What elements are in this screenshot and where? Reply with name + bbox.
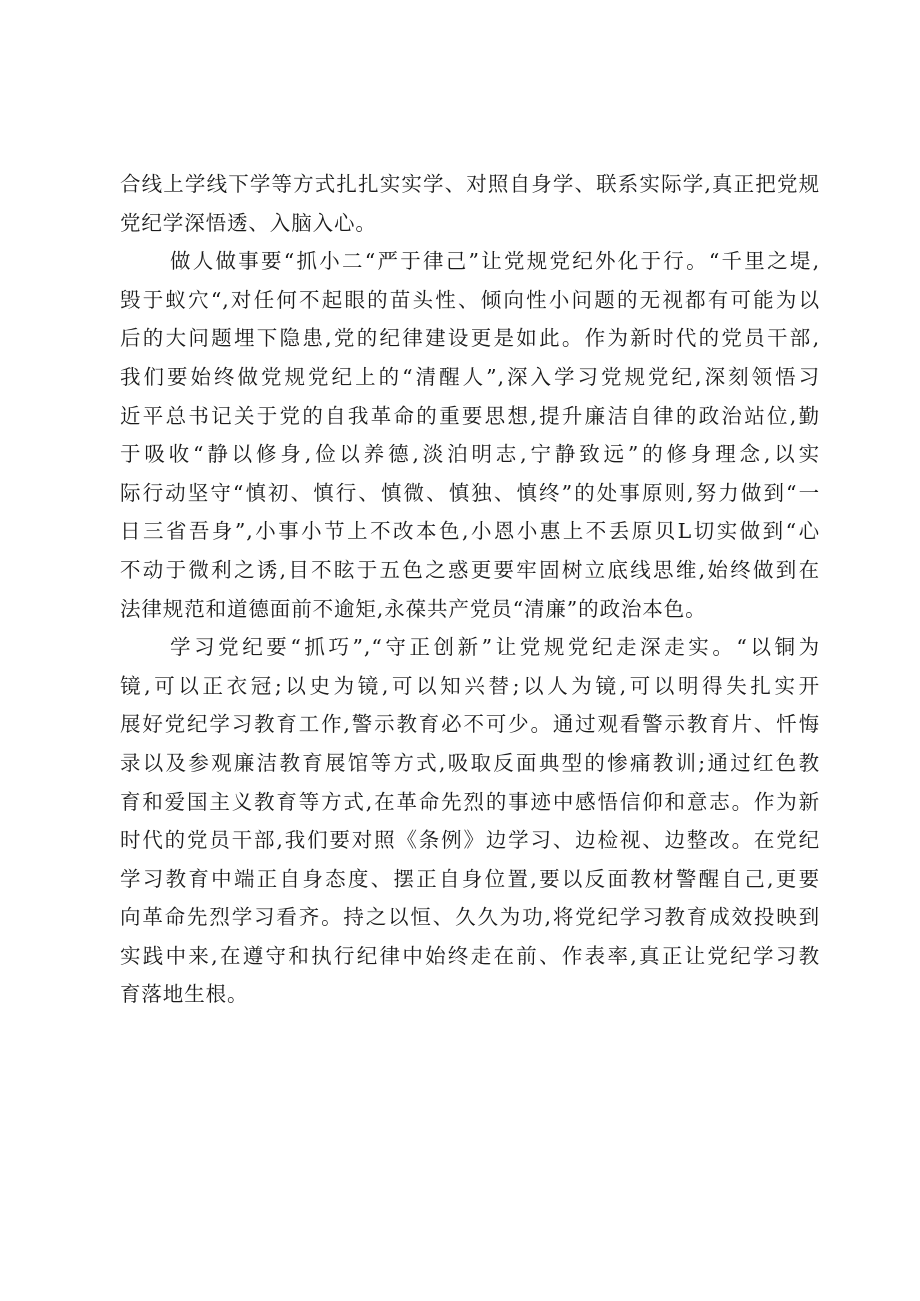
text-line: 学习教育中端正自身态度、摆正自身位置,要以反面教材警醒自己,更要 [120, 866, 820, 891]
text-line: 合线上学线下学等方式扎扎实实学、对照自身学、联系实际学,真正把党规 [120, 172, 820, 196]
text-line: 育和爱国主义教育等方式,在革命先烈的事迹中感悟信仰和意志。作为新 [120, 789, 820, 814]
text-line: 际行动坚守“慎初、慎行、慎微、慎独、慎终”的处事原则,努力做到“一 [120, 480, 820, 505]
text-line: 日三省吾身”,小事小节上不改本色,小恩小惠上不丢原贝L切实做到“心 [120, 519, 820, 544]
text-line: 于吸收“静以修身,俭以养德,淡泊明志,宁静致远”的修身理念,以实 [120, 442, 820, 467]
text-line: 我们要始终做党规党纪上的“清醒人”,深入学习党规党纪,深刻领悟习 [120, 364, 820, 389]
text-line: 实践中来,在遵守和执行纪律中始终走在前、作表率,真正让党纪学习教 [120, 943, 820, 968]
document-body [120, 165, 820, 1014]
text-line: 后的大问题埋下隐患,党的纪律建设更是如此。作为新时代的党员干部, [120, 326, 820, 351]
paragraph-first-line: 学习党纪要“抓巧”,“守正创新”让党规党纪走深走实。“以铜为 [170, 635, 820, 660]
text-line: 镜,可以正衣冠;以史为镜,可以知兴替;以人为镜,可以明得失扎实开 [120, 673, 820, 698]
text-line: 近平总书记关于党的自我革命的重要思想,提升廉洁自律的政治站位,勤 [120, 403, 820, 428]
text-line: 法律规范和道德面前不逾矩,永葆共产党员“清廉”的政治本色。 [120, 596, 707, 621]
text-line: 时代的党员干部,我们要对照《条例》边学习、边检视、边整改。在党纪 [120, 828, 820, 853]
text-line: 育落地生根。 [120, 982, 249, 1007]
text-line: 不动于微利之诱,目不眩于五色之惑更要牢固树立底线思维,始终做到在 [120, 557, 820, 582]
text-line: 向革命先烈学习看齐。持之以恒、久久为功,将党纪学习教育成效投映到 [120, 905, 820, 930]
text-line: 录以及参观廉洁教育展馆等方式,吸取反面典型的惨痛教训;通过红色教 [120, 750, 820, 775]
text-line: 党纪学深悟透、入脑入心。 [120, 210, 377, 235]
text-line: 毁于蚁穴“,对任何不起眼的苗头性、倾向性小问题的无视都有可能为以 [120, 287, 820, 312]
paragraph-first-line: 做人做事要“抓小二“严于律己”让党规党纪外化于行。“千里之堤, [170, 249, 820, 274]
text-line: 展好党纪学习教育工作,警示教育必不可少。通过观看警示教育片、忏悔 [120, 712, 820, 737]
